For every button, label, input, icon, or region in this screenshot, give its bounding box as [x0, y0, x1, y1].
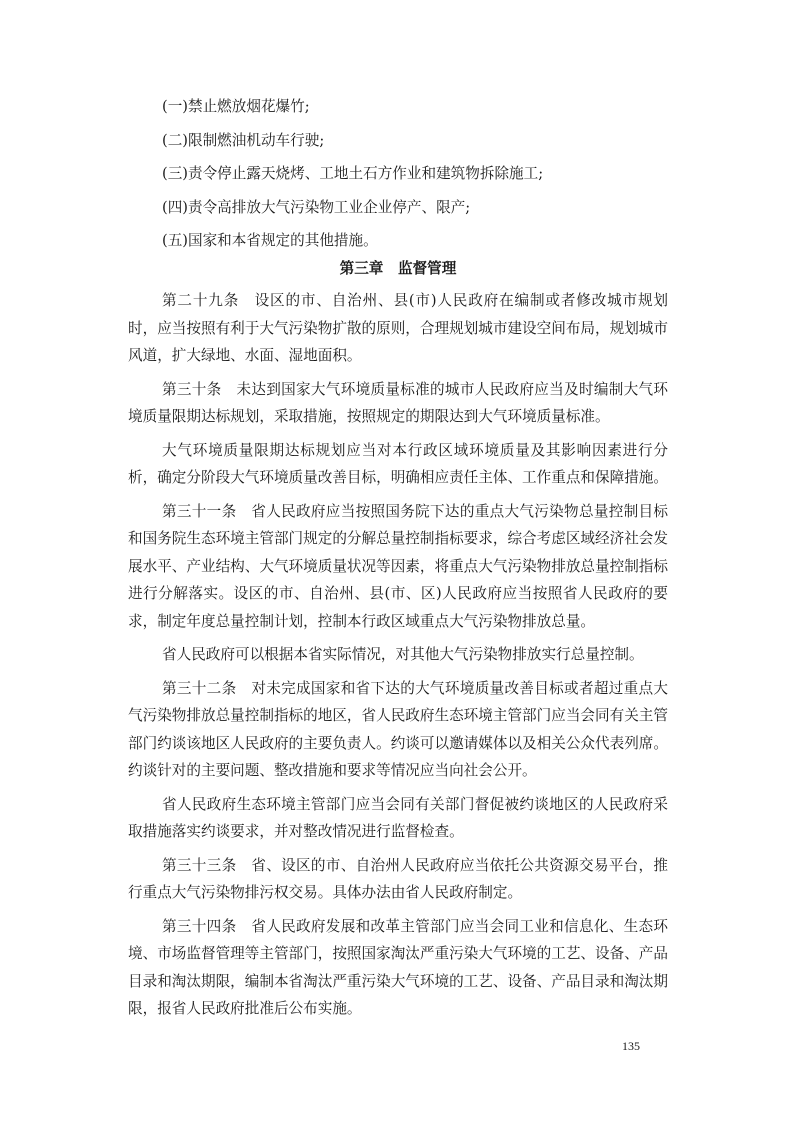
page-number: 135 — [622, 1039, 640, 1053]
chapter-title: 第三章 监督管理 — [339, 260, 457, 278]
measure-item-4: (四)责令高排放大气污染物工业企业停产、限产; — [162, 198, 471, 216]
article-30: 第三十条 未达到国家大气环境质量标准的城市人民政府应当及时编制大气环境质量限期达标规划，采取措施，按照规定的期限达到大气环境质量标准。 — [128, 380, 668, 426]
article-31-paragraph-2: 省人民政府可以根据本省实际情况，对其他大气污染物排放实行总量控制。 — [162, 646, 644, 664]
measure-item-1: (一)禁止燃放烟花爆竹; — [162, 98, 310, 115]
article-32: 第三十二条 对未完成国家和省下达的大气环境质量改善目标或者超过重点大气污染物排放总量控制指标的地区，省人民政府生态环境主管部门应当会同有关主管部门约谈该地区人民政府的主要负责人。约谈可以邀请媒体以及相关公众代表列席。约谈针对的主要问题、整改措施和要求等情况应当向社会公开。 — [128, 679, 668, 780]
measure-item-5: (五)国家和本省规定的其他措施。 — [162, 232, 378, 250]
article-31: 第三十一条 省人民政府应当按照国务院下达的重点大气污染物总量控制目标和国务院生态环境主管部门规定的分解总量控制指标要求，综合考虑区域经济社会发展水平、产业结构、大气环境质量状况等因素，将重点大气污染物排放总量控制指标进行分解落实。设区的市、自治州、县(市、区)人民政府应当按照省人民政府的要求，制定年度总量控制计划，控制本行政区域重点大气污染物排放总量。 — [128, 502, 668, 630]
article-30-paragraph-2: 大气环境质量限期达标规划应当对本行政区域环境质量及其影响因素进行分析，确定分阶段大气环境质量改善目标，明确相应责任主体、工作重点和保障措施。 — [128, 441, 668, 487]
page-content — [128, 97, 668, 1029]
article-29: 第二十九条 设区的市、自治州、县(市)人民政府在编制或者修改城市规划时，应当按照有利于大气污染物扩散的原则，合理规划城市建设空间布局，规划城市风道，扩大绿地、水面、湿地面积。 — [128, 292, 668, 365]
article-34: 第三十四条 省人民政府发展和改革主管部门应当会同工业和信息化、生态环境、市场监督管理等主管部门，按照国家淘汰严重污染大气环境的工艺、设备、产品目录和淘汰期限，编制本省淘汰严重污染大气环境的工艺、设备、产品目录和淘汰期限，报省人民政府批准后公布实施。 — [128, 917, 668, 1018]
article-32-paragraph-2: 省人民政府生态环境主管部门应当会同有关部门督促被约谈地区的人民政府采取措施落实约谈要求，并对整改情况进行监督检查。 — [128, 795, 668, 841]
measure-item-3: (三)责令停止露天烧烤、工地土石方作业和建筑物拆除施工; — [162, 165, 544, 183]
measure-item-2: (二)限制燃油机动车行驶; — [162, 131, 325, 149]
article-33: 第三十三条 省、设区的市、自治州人民政府应当依托公共资源交易平台，推行重点大气污染物排污权交易。具体办法由省人民政府制定。 — [128, 856, 668, 902]
